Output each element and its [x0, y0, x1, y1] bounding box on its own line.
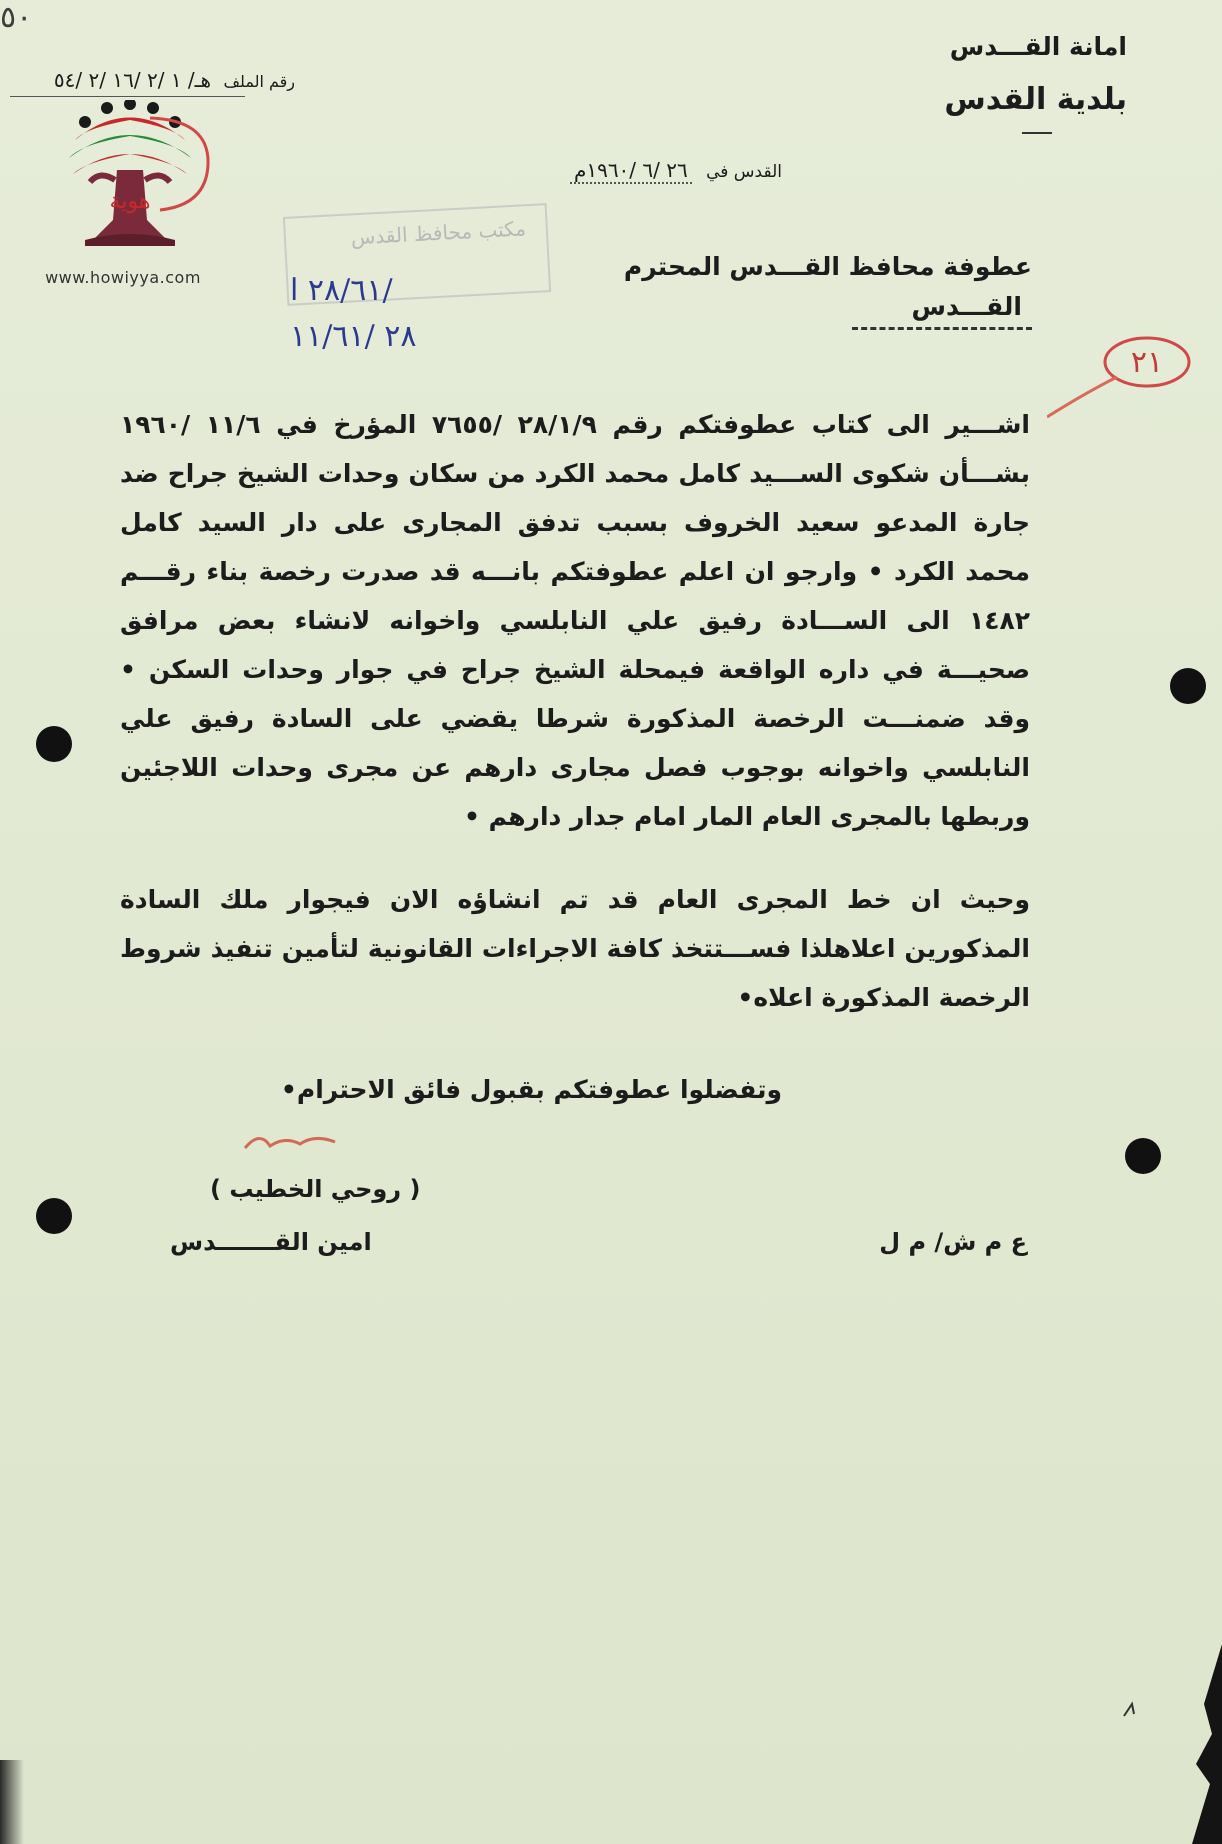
- file-number-value: هـ/ ١ /٢ /١٦ /٢ /٥٤: [53, 68, 212, 92]
- header-municipality: بلدية القدس: [944, 82, 1127, 117]
- punch-hole: [36, 726, 72, 762]
- file-number-rule: [10, 96, 245, 97]
- file-number: [0, 68, 295, 92]
- handwritten-annotations: [290, 268, 416, 360]
- signatory-name: ( روحي الخطيب ): [210, 1175, 421, 1203]
- letter-date: [570, 158, 782, 182]
- signature-scribble-icon: [240, 1128, 340, 1158]
- closing-line: وتفضلوا عطوفتكم بقبول فائق الاحترام•: [280, 1075, 782, 1104]
- handwritten-annotation: ٢٨/٦١ ا/: [290, 273, 393, 308]
- header-title: امانة القـــدس: [949, 32, 1127, 61]
- addressee-line2: القـــدس: [911, 292, 1022, 321]
- punch-hole: [1170, 668, 1206, 704]
- page-number: ٢١: [1130, 345, 1164, 380]
- addressee-line1: عطوفة محافظ القـــدس المحترم: [623, 252, 1032, 281]
- pen-mark-icon: [1120, 1700, 1140, 1720]
- handwritten-annotation: ٢٨ /١١/٦١: [290, 319, 417, 354]
- red-curve-icon: [140, 110, 220, 220]
- header-rule: [1022, 132, 1052, 134]
- watermark-site: www.howiyya.com: [45, 268, 201, 287]
- date-value: ٢٦ /٦ /١٩٦٠م: [570, 158, 692, 184]
- page-number-circle-icon: [1047, 322, 1197, 422]
- torn-corner-icon: [1182, 1644, 1222, 1844]
- letter-paragraph-2: وحيث ان خط المجرى العام قد تم انشاؤه الان فيجوار ملك السادة المذكورين اعلاهلذا فســـتتخذ كافة الاجراءات القانونية لتأمين تنفيذ شروط الرخصة المذكورة اعلاه•: [120, 885, 1030, 1012]
- file-number-label: رقم الملف: [223, 72, 295, 91]
- date-prefix: القدس في: [706, 162, 782, 182]
- addressee-underline: [852, 327, 1032, 330]
- handwritten-number: ٥٠: [0, 0, 33, 35]
- logo-text: هوية: [109, 189, 151, 214]
- signatory-title: امين القـــــــدس: [170, 1228, 372, 1256]
- reference-initials: ع م ش/ م ل: [879, 1228, 1027, 1256]
- letter-paragraph-1: اشـــير الى كتاب عطوفتكم رقم ٢٨/١/٩ /٧٦٥٥ المؤرخ في ١١/٦ /١٩٦٠ بشـــأن شكوى الســـيد كامل محمد الكرد من سكان وحدات الشيخ جراح ضد جارة المدعو سعيد الخروف بسبب تدفق المجارى على دار السيد كامل محمد الكرد • وارجو ان اعلم عطوفتكم بانـــه قد صدرت رخصة بناء رقـــم ١٤٨٢ الى الســـادة رفيق علي النابلسي واخوانه لانشاء بعض مرافق صحيـــة في داره الواقعة فيمحلة الشيخ جراح في جوار وحدات السكن • وقد ضمنـــت الرخصة المذكورة شرطا يقضي على السادة رفيق علي النابلسي واخوانه بوجوب فصل مجارى دارهم عن مجرى وحدات اللاجئين وربطها بالمجرى العام المار امام جدار دارهم •: [120, 410, 1030, 831]
- punch-hole: [1125, 1138, 1161, 1174]
- stamp-text: مكتب محافظ القدس: [350, 216, 527, 250]
- scan-edge: [0, 1760, 24, 1844]
- punch-hole: [36, 1198, 72, 1234]
